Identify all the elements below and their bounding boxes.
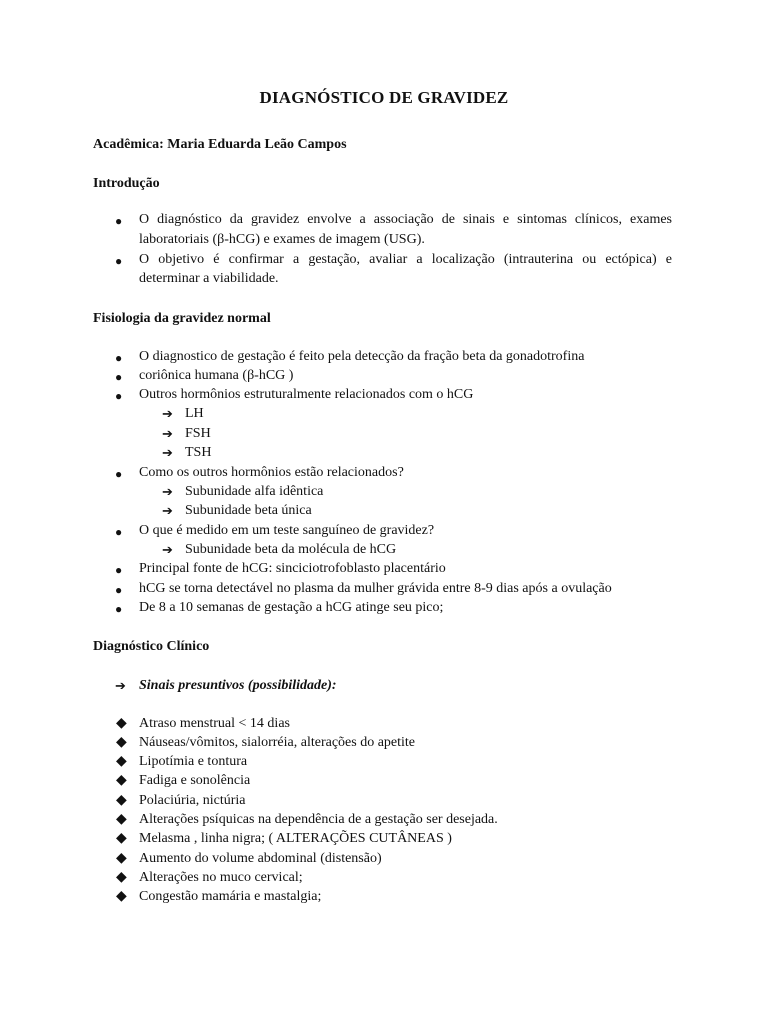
list-item: Polaciúria, nictúria <box>139 793 246 808</box>
intro-paragraph-2-line-1: O objetivo é confirmar a gestação, avaliar a localização (intrauterina ou ectópica) e <box>139 252 672 267</box>
bullet-icon: ● <box>115 602 123 616</box>
list-item: Principal fonte de hCG: sinciciotrofoblasto placentário <box>139 561 446 576</box>
list-item: Outros hormônios estruturalmente relacionados com o hCG <box>139 387 474 402</box>
section-heading-introducao: Introdução <box>93 176 160 191</box>
section-heading-fisiologia: Fisiologia da gravidez normal <box>93 311 271 326</box>
arrow-right-icon: ➔ <box>162 542 173 557</box>
arrow-right-icon: ➔ <box>162 445 173 460</box>
arrow-right-icon: ➔ <box>162 406 173 421</box>
intro-paragraph-1-line-1: O diagnóstico da gravidez envolve a associação de sinais e sintomas clínicos, exames <box>139 212 672 227</box>
list-subitem: Subunidade alfa idêntica <box>185 484 324 499</box>
diamond-bullet-icon: ◆ <box>116 793 127 808</box>
arrow-right-icon: ➔ <box>115 678 126 693</box>
bullet-icon: ● <box>115 583 123 597</box>
intro-paragraph-2-line-2: determinar a viabilidade. <box>139 271 279 286</box>
bullet-icon: ● <box>115 525 123 539</box>
arrow-right-icon: ➔ <box>162 426 173 441</box>
arrow-right-icon: ➔ <box>162 484 173 499</box>
arrow-right-icon: ➔ <box>162 503 173 518</box>
list-item: Como os outros hormônios estão relacionados? <box>139 465 404 480</box>
diamond-bullet-icon: ◆ <box>116 754 127 769</box>
bullet-icon: ● <box>115 351 123 365</box>
list-item: De 8 a 10 semanas de gestação a hCG atinge seu pico; <box>139 600 444 615</box>
list-subitem: FSH <box>185 426 211 441</box>
list-item: Melasma , linha nigra; ( ALTERAÇÕES CUTÂNEAS ) <box>139 831 452 846</box>
bullet-icon: ● <box>115 214 123 228</box>
list-subitem: LH <box>185 406 204 421</box>
list-item: Lipotímia e tontura <box>139 754 248 769</box>
bullet-icon: ● <box>115 370 123 384</box>
subsection-heading-sinais-presuntivos: Sinais presuntivos (possibilidade): <box>139 678 337 693</box>
diamond-bullet-icon: ◆ <box>116 870 127 885</box>
list-item: Náuseas/vômitos, sialorréia, alterações do apetite <box>139 735 416 750</box>
list-item: Aumento do volume abdominal (distensão) <box>139 851 382 866</box>
list-subitem: Subunidade beta da molécula de hCG <box>185 542 397 557</box>
list-item: Alterações no muco cervical; <box>139 870 303 885</box>
list-item: Congestão mamária e mastalgia; <box>139 889 322 904</box>
document-title: DIAGNÓSTICO DE GRAVIDEZ <box>259 88 509 107</box>
diamond-bullet-icon: ◆ <box>116 812 127 827</box>
bullet-icon: ● <box>115 254 123 268</box>
list-item: hCG se torna detectável no plasma da mulher grávida entre 8-9 dias após a ovulação <box>139 581 612 596</box>
bullet-icon: ● <box>115 389 123 403</box>
diamond-bullet-icon: ◆ <box>116 831 127 846</box>
list-subitem: Subunidade beta única <box>185 503 312 518</box>
list-item: Fadiga e sonolência <box>139 773 251 788</box>
bullet-icon: ● <box>115 563 123 577</box>
list-subitem: TSH <box>185 445 212 460</box>
section-heading-diagnostico-clinico: Diagnóstico Clínico <box>93 639 210 654</box>
diamond-bullet-icon: ◆ <box>116 773 127 788</box>
list-item: O diagnostico de gestação é feito pela detecção da fração beta da gonadotrofina <box>139 349 585 364</box>
diamond-bullet-icon: ◆ <box>116 735 127 750</box>
list-item: O que é medido em um teste sanguíneo de gravidez? <box>139 523 435 538</box>
list-item: coriônica humana (β-hCG ) <box>139 368 294 383</box>
author-line: Acadêmica: Maria Eduarda Leão Campos <box>93 137 347 152</box>
list-item: Alterações psíquicas na dependência de a gestação ser desejada. <box>139 812 498 827</box>
diamond-bullet-icon: ◆ <box>116 889 127 904</box>
diamond-bullet-icon: ◆ <box>116 851 127 866</box>
intro-paragraph-1-line-2: laboratoriais (β-hCG) e exames de imagem (USG). <box>139 232 425 247</box>
diamond-bullet-icon: ◆ <box>116 716 127 731</box>
bullet-icon: ● <box>115 467 123 481</box>
list-item: Atraso menstrual < 14 dias <box>139 716 290 731</box>
